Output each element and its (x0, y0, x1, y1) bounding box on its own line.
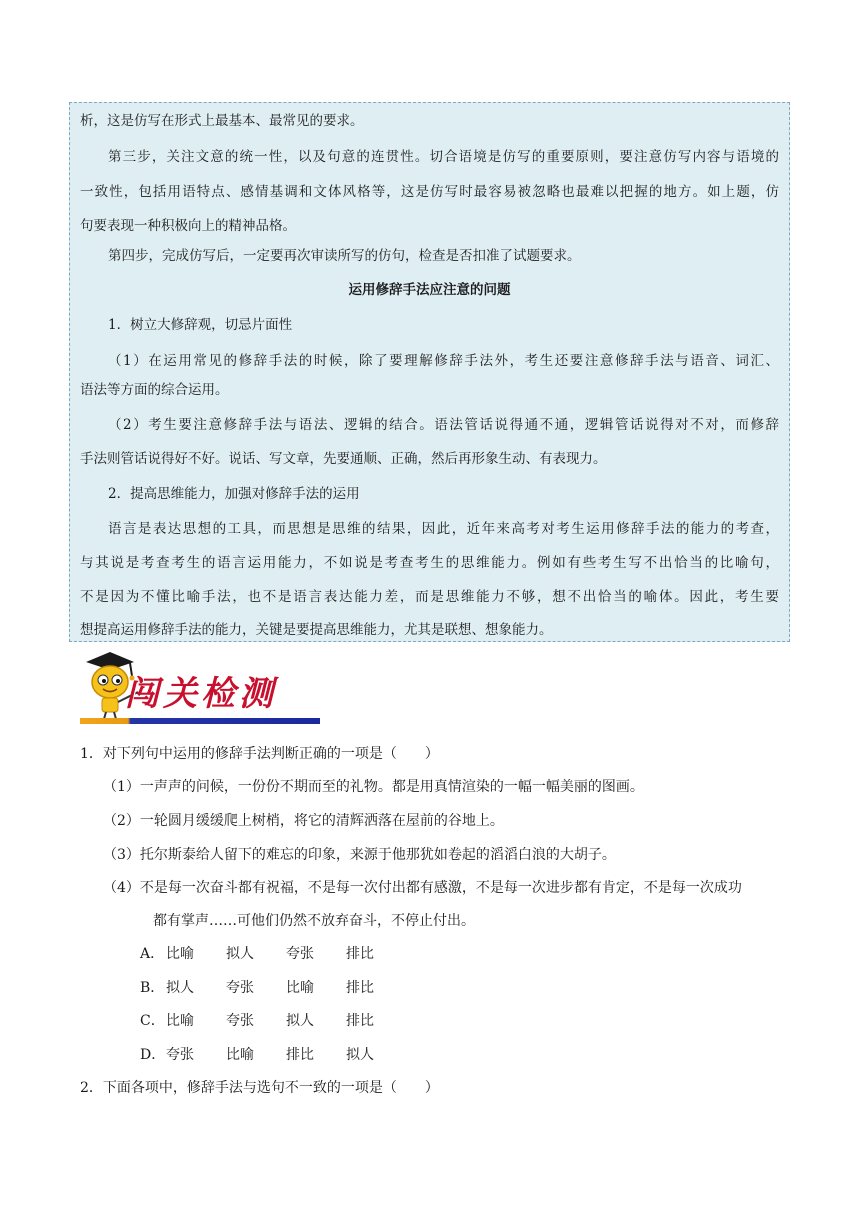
question-sentence: （1）一声声的问候，一份份不期而至的礼物。都是用真情渲染的一幅一幅美丽的图画。 (103, 779, 644, 795)
box-text-line: 1．树立大修辞观，切忌片面性 (108, 317, 293, 333)
box-text-line: 语言是表达思想的工具，而思想是思维的结果，因此，近年来高考对考生运用修辞手法的能力的考查， (108, 521, 779, 537)
section-heading: 运用修辞手法应注意的问题 (348, 282, 511, 298)
box-text-line: 与其说是考查考生的语言运用能力，不如说是考查考生的思维能力。例如有些考生写不出恰当的比喻句， (80, 555, 779, 571)
section-banner (80, 648, 325, 726)
question-sentence: （4）不是每一次奋斗都有祝福，不是每一次付出都有感激，不是每一次进步都有肯定，不是每一次成功 (103, 880, 742, 896)
answer-option-c[interactable]: C．比喻 夸张 拟人 排比 (140, 1013, 374, 1029)
answer-option-d[interactable]: D．夸张 比喻 排比 拟人 (140, 1047, 374, 1063)
box-text-line: 第三步，关注文意的统一性，以及句意的连贯性。切合语境是仿写的重要原则，要注意仿写内容与语境的 (108, 149, 779, 165)
box-text-line: （1）在运用常见的修辞手法的时候，除了要理解修辞手法外，考生还要注意修辞手法与语音、词汇、 (108, 353, 779, 369)
tips-box (69, 102, 790, 642)
box-text-line: （2）考生要注意修辞手法与语法、逻辑的结合。语法管话说得通不通，逻辑管话说得对不对，而修辞 (108, 417, 779, 433)
banner-underline (80, 718, 320, 724)
box-text-line: 一致性，包括用语特点、感情基调和文体风格等，这是仿写时最容易被忽略也最难以把握的地方。如上题，仿 (80, 184, 779, 200)
question-stem: 2．下面各项中，修辞手法与选句不一致的一项是（ ） (80, 1080, 439, 1096)
banner-title: 闯关检测 (125, 674, 277, 714)
box-text-line: 句要表现一种积极向上的精神品格。 (80, 218, 296, 234)
box-text-line: 析，这是仿写在形式上最基本、最常见的要求。 (80, 113, 364, 129)
box-text-line: 2．提高思维能力，加强对修辞手法的运用 (108, 486, 360, 502)
question-sentence: （3）托尔斯泰给人留下的难忘的印象，来源于他那犹如卷起的滔滔白浪的大胡子。 (103, 847, 616, 863)
box-text-line: 不是因为不懂比喻手法，也不是语言表达能力差，而是思维能力不够，想不出恰当的喻体。因此，考生要 (80, 589, 779, 605)
question-stem: 1．对下列句中运用的修辞手法判断正确的一项是（ ） (80, 746, 439, 762)
box-text-line: 第四步，完成仿写后，一定要再次审读所写的仿句，检查是否扣准了试题要求。 (108, 248, 581, 264)
answer-option-a[interactable]: A． 比喻 拟人 夸张 排比 (140, 946, 374, 962)
question-sentence: 都有掌声……可他们仍然不放弃奋斗，不停止付出。 (153, 913, 475, 929)
box-text-line: 手法则管话说得好不好。说话、写文章，先要通顺、正确，然后再形象生动、有表现力。 (80, 451, 607, 467)
box-text-line: 想提高运用修辞手法的能力，关键是要提高思维能力，尤其是联想、想象能力。 (80, 622, 553, 638)
answer-option-b[interactable]: B． 拟人 夸张 比喻 排比 (140, 980, 374, 996)
question-sentence: （2）一轮圆月缓缓爬上树梢，将它的清辉洒落在屋前的谷地上。 (103, 813, 504, 829)
box-text-line: 语法等方面的综合运用。 (80, 382, 229, 398)
